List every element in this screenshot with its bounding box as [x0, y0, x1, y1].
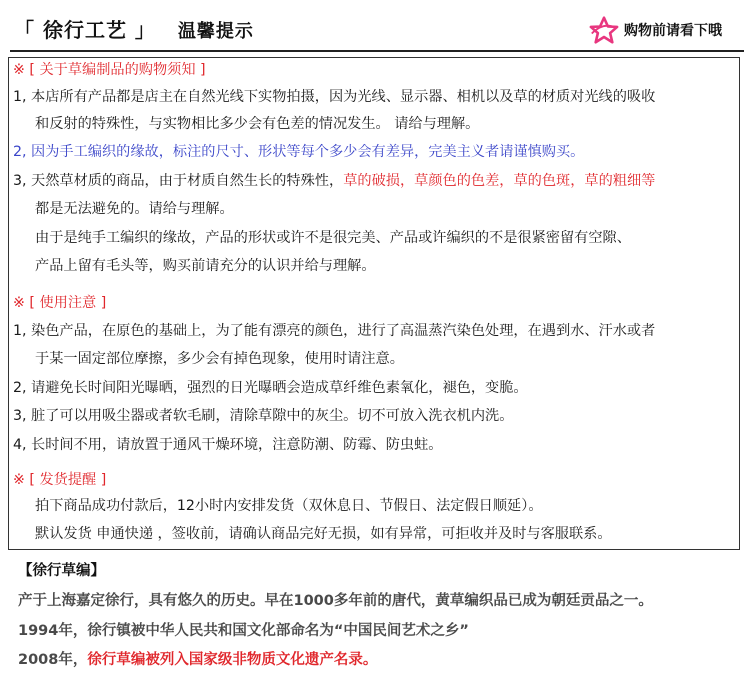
section-heading-shipping: ※ [ 发货提醒 ] — [13, 472, 107, 488]
purchase-item-3-text: 3, 天然草材质的商品，由于材质自然生长的特殊性， — [13, 173, 344, 189]
purchase-item-1: 1, 本店所有产品都是店主在自然光线下实物拍摄，因为光线、显示器、相机以及草的材质对光线的吸收 — [13, 89, 656, 105]
page-header — [0, 0, 750, 58]
title-sub: 温馨提示 — [177, 21, 254, 42]
pink-star-icon — [586, 16, 622, 44]
about-line-3-text: 2008年， — [18, 652, 88, 668]
shipping-item-1: 拍下商品成功付款后，12小时内安排发货（双休息日、节假日、法定假日顺延）。 — [35, 498, 543, 514]
badge-text: 购物前请看下哦 — [624, 23, 722, 39]
about-heading: 【徐行草编】 — [18, 563, 105, 579]
section-heading-usage: ※ [ 使用注意 ] — [13, 295, 107, 311]
header-divider — [10, 50, 744, 52]
purchase-item-2: 2, 因为手工编织的缘故，标注的尺寸、形状等每个多少会有差异，完美主义者请谨慎购买。 — [13, 144, 585, 160]
usage-item-2: 2, 请避免长时间阳光曝晒，强烈的日光曝晒会造成草纤维色素氧化，褪色，变脆。 — [13, 380, 528, 396]
purchase-item-3-highlight: 草的破损，草颜色的色差，草的色斑，草的粗细等 — [343, 173, 656, 189]
page-title — [14, 14, 254, 43]
shopping-tip-badge — [586, 16, 722, 44]
usage-item-3: 3, 脏了可以用吸尘器或者软毛刷，清除草隙中的灰尘。切不可放入洗衣机内洗。 — [13, 408, 514, 424]
usage-item-1-cont: 于某一固定部位摩擦，多少会有掉色现象，使用时请注意。 — [35, 351, 404, 367]
section-heading-purchase: ※ [ 关于草编制品的购物须知 ] — [13, 62, 206, 78]
usage-item-1: 1, 染色产品，在原色的基础上，为了能有漂亮的颜色，进行了高温蒸汽染色处理，在遇到水、汗水或者 — [13, 323, 656, 339]
purchase-item-3-cont: 都是无法避免的。请给与理解。 — [35, 201, 234, 217]
usage-item-4: 4, 长时间不用，请放置于通风干燥环境，注意防潮、防霉、防虫蛀。 — [13, 437, 443, 453]
about-line-2: 1994年，徐行镇被中华人民共和国文化部命名为“中国民间艺术之乡” — [18, 623, 469, 639]
title-main: 「 徐行工艺 」 — [14, 18, 156, 42]
about-line-1: 产于上海嘉定徐行，具有悠久的历史。早在1000多年前的唐代，黄草编织品已成为朝廷贡品之一。 — [18, 593, 653, 609]
purchase-item-3-note-cont: 产品上留有毛头等，购买前请充分的认识并给与理解。 — [35, 258, 376, 274]
notice-box — [8, 57, 740, 550]
shipping-item-2: 默认发货 申通快递 ，签收前，请确认商品完好无损，如有异常，可拒收并及时与客服联系。 — [35, 526, 612, 542]
purchase-item-3 — [13, 171, 655, 191]
purchase-item-3-note: 由于是纯手工编织的缘故，产品的形状或许不是很完美、产品或许编织的不是很紧密留有空隙、 — [35, 230, 631, 246]
purchase-item-1-cont: 和反射的特殊性，与实物相比多少会有色差的情况发生。 请给与理解。 — [35, 116, 480, 132]
about-line-3-highlight: 徐行草编被列入国家级非物质文化遗产名录。 — [87, 652, 378, 668]
about-line-3 — [18, 649, 377, 671]
